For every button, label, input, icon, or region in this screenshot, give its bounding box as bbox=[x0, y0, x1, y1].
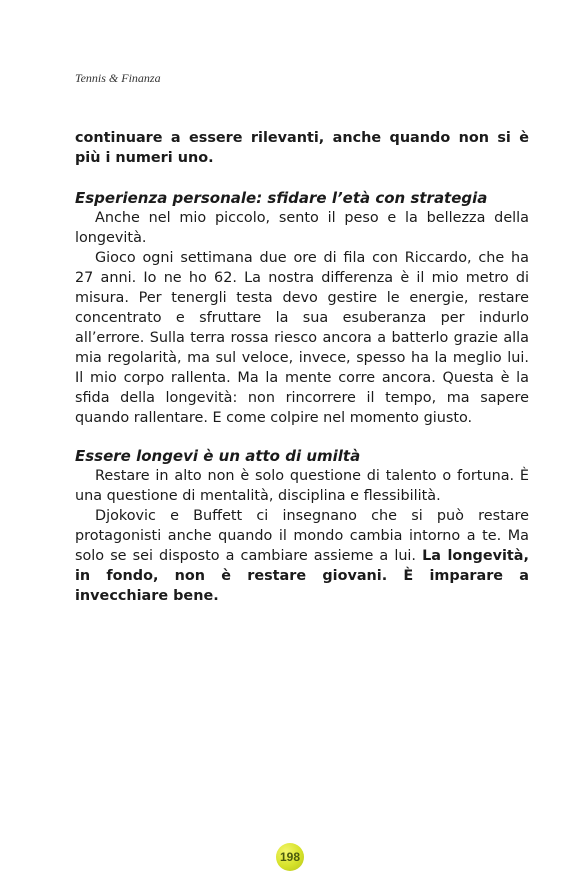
paragraph: Restare in alto non è solo questione di talento o fortuna. È una questione di mentalità, disciplina e flessibilità. bbox=[75, 468, 529, 504]
spacer bbox=[75, 428, 529, 446]
paragraph-bold-conclusion: La longevità, in fondo, non è restare giovani. È imparare a invecchiare bene. bbox=[75, 548, 529, 604]
running-title: Tennis & Finanza bbox=[75, 71, 161, 85]
paragraph-regular-text: Djokovic e Buffett ci insegnano che si può restare protagonisti anche quando il mondo cambia intorno a te. Ma solo se sei disposto a cambiare assieme a lui. bbox=[75, 508, 529, 564]
paragraph: Gioco ogni settimana due ore di fila con Riccardo, che ha 27 anni. Io ne ho 62. La nostra differenza è il mio metro di misura. Per tenergli testa devo gestire le energie, restare concentrato e sfruttare la sua esuberanza per indurlo all’errore. Sulla terra rossa riesco ancora a batterlo grazie alla mia regolarità, ma sul veloce, invece, spesso ha la meglio lui. Il mio corpo rallenta. Ma la mente corre ancora. Questa è la sfida della longevità: non rincorrere il tempo, ma sapere quando rallentare. E come colpire nel momento giusto. bbox=[75, 250, 529, 426]
page-body bbox=[75, 128, 529, 606]
page-number: 198 bbox=[279, 850, 301, 864]
spacer bbox=[75, 168, 529, 188]
section-heading-humility: Essere longevi è un atto di umiltà bbox=[75, 447, 361, 465]
paragraph bbox=[75, 506, 529, 606]
page-number-badge bbox=[276, 843, 304, 871]
paragraph: Anche nel mio piccolo, sento il peso e la bellezza della longevità. bbox=[75, 210, 529, 246]
section-heading-experience: Esperienza personale: sfidare l’età con strategia bbox=[75, 189, 488, 207]
lead-paragraph: continuare a essere rilevanti, anche quando non si è più i numeri uno. bbox=[75, 130, 529, 166]
